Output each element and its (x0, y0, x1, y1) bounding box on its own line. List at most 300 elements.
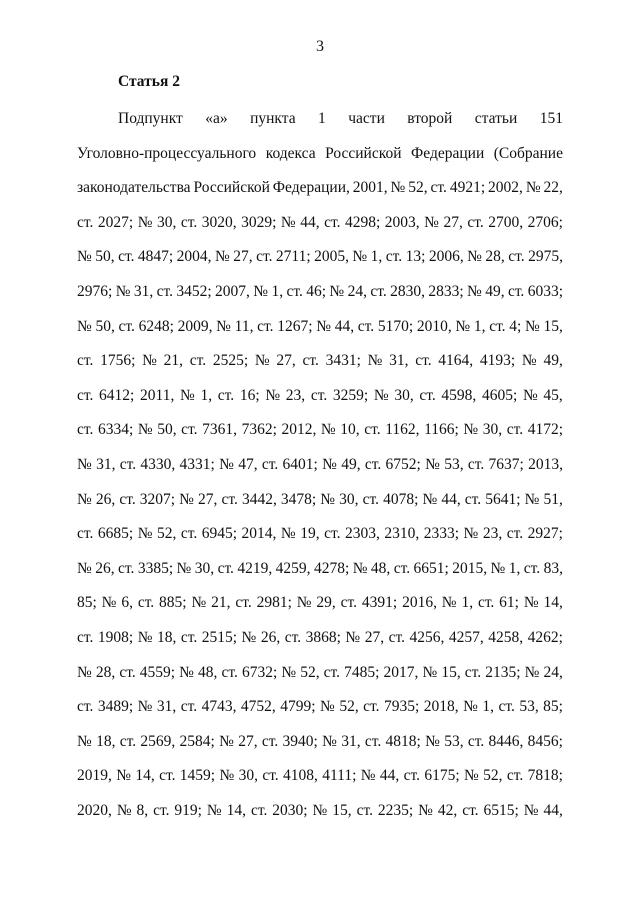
word: ст. (385, 248, 403, 266)
word: 2525; (212, 352, 249, 370)
word: ст. (180, 628, 198, 646)
word: № (180, 386, 195, 404)
word: 1162, (385, 421, 420, 439)
word: № (524, 490, 540, 508)
word: № (525, 179, 541, 197)
word: № (424, 213, 439, 231)
paragraph-line (77, 627, 563, 662)
word: ст. (119, 732, 137, 750)
word: 2011, (140, 386, 175, 404)
word: ст. (77, 352, 94, 370)
word: 7818; (527, 767, 563, 785)
word: 15, (543, 317, 563, 335)
word: № (137, 525, 153, 543)
word: 49, (485, 282, 505, 300)
word: № (441, 594, 457, 612)
word: № (322, 732, 337, 750)
word: 1, (508, 559, 521, 577)
word: 4257, (448, 628, 484, 646)
word: 50, (157, 421, 177, 439)
word: ст. (356, 801, 373, 819)
paragraph-line (77, 212, 563, 247)
word: 4330, (140, 455, 176, 473)
word: 4219, (237, 559, 273, 577)
word: 30, (482, 421, 503, 439)
word: ст. (250, 801, 268, 819)
paragraph-line (77, 419, 563, 454)
word: Подпункт (118, 110, 183, 127)
paragraph-line (77, 143, 563, 178)
paragraph-line (77, 662, 563, 697)
word: 2515; (201, 628, 238, 646)
word: 2981; (256, 594, 292, 612)
word: 26, (260, 628, 281, 646)
word: 3478; (280, 490, 317, 508)
word: 4172; (527, 421, 563, 439)
word: 31, (156, 698, 177, 716)
word: 13; (405, 248, 426, 266)
word: 53, (444, 732, 464, 750)
word: 2927; (527, 525, 563, 543)
word: 47, (238, 455, 258, 473)
paragraph-line (77, 385, 563, 420)
word: 2018, (423, 698, 459, 716)
word: 3259; (332, 386, 369, 404)
word: 1, (482, 698, 495, 716)
word: 15, (332, 801, 352, 819)
word: 4743, (201, 698, 237, 716)
word: № (265, 386, 281, 404)
word: 14, (135, 767, 155, 785)
word: ст. (323, 663, 341, 681)
word: № (455, 317, 471, 335)
word: 2007, (215, 282, 250, 300)
paragraph-line (77, 454, 563, 489)
word: 49, (341, 455, 361, 473)
word: 4847; (137, 248, 174, 266)
word: 5641; (485, 490, 521, 508)
word: № (463, 698, 478, 716)
word: № (216, 317, 231, 335)
word: ст. (118, 317, 135, 335)
word: 2706; (527, 213, 563, 231)
word: № (77, 455, 92, 473)
word: № (241, 628, 257, 646)
word: № (352, 559, 368, 577)
word: № (77, 490, 92, 508)
word: ст. (340, 594, 358, 612)
word: 6, (121, 594, 133, 612)
word: ст. (77, 386, 94, 404)
word: 4331; (179, 455, 215, 473)
word: 15, (441, 663, 461, 681)
word: 6685; (97, 525, 134, 543)
word: 7361, (202, 421, 237, 439)
word: второй (407, 110, 453, 127)
word: ст. (430, 179, 447, 197)
word: 2833; (428, 282, 464, 300)
word: 26, (95, 559, 115, 577)
word: № (77, 732, 92, 750)
word: № (390, 179, 406, 197)
word: ст. (261, 455, 279, 473)
word: 6334; (97, 421, 134, 439)
word: № (322, 455, 337, 473)
word: № (137, 698, 153, 716)
word: ст. (302, 352, 319, 370)
word: 6248; (138, 317, 174, 335)
word: № (521, 352, 537, 370)
word: ст. (159, 767, 176, 785)
word: № (425, 455, 440, 473)
word: № (422, 490, 438, 508)
paragraph-line (77, 489, 563, 524)
word: 151 (539, 110, 563, 127)
word: 30, (194, 559, 215, 577)
paragraph-line (77, 592, 563, 627)
word: 4111; (322, 767, 357, 785)
word: 4262; (527, 628, 563, 646)
word: 3452; (176, 282, 212, 300)
word: ст. (507, 282, 525, 300)
word: Российской (193, 179, 270, 197)
word: ст. (357, 317, 375, 335)
word: № (280, 525, 296, 543)
word: № (115, 282, 131, 300)
word: № (137, 628, 153, 646)
word: 6945; (201, 525, 238, 543)
word: № (101, 594, 117, 612)
word: 1, (461, 594, 474, 612)
word: ст. (370, 282, 387, 300)
word: ст. (257, 317, 274, 335)
word: № (179, 663, 194, 681)
paragraph-line (77, 696, 563, 731)
word: 27, (198, 490, 218, 508)
word: 1, (370, 248, 383, 266)
word: 28, (95, 663, 116, 681)
word: 31, (96, 455, 116, 473)
word: ст. (261, 732, 279, 750)
word: 2333; (423, 525, 460, 543)
word: 52, (339, 698, 359, 716)
word: 52, (300, 663, 320, 681)
word: 2016, (402, 594, 437, 612)
word: 27, (238, 732, 258, 750)
word: № (463, 421, 479, 439)
paragraph-line (77, 246, 563, 281)
word: № (329, 282, 345, 300)
word: 50, (95, 317, 115, 335)
word: № (425, 732, 440, 750)
word: № (373, 386, 389, 404)
word: № (77, 559, 92, 577)
word: 4078; (383, 490, 419, 508)
word: 2020, (77, 801, 112, 819)
word: № (523, 594, 539, 612)
word: 85; (77, 594, 97, 612)
word: 4108, (283, 767, 318, 785)
word: ст. (462, 801, 479, 819)
word: № (116, 801, 132, 819)
word: 28, (485, 248, 505, 266)
word: ст. (506, 421, 524, 439)
word: № (219, 455, 234, 473)
word: ст. (217, 559, 234, 577)
word: 23, (482, 525, 503, 543)
word: 27, (233, 248, 253, 266)
word: № (280, 213, 296, 231)
word: 19, (300, 525, 320, 543)
word: ст. (118, 559, 135, 577)
word: ст. (284, 628, 302, 646)
word: 4258, (488, 628, 524, 646)
word: 2015, (452, 559, 488, 577)
word: 2005, (314, 248, 349, 266)
word: 14, (543, 594, 563, 612)
word: 4921; (449, 179, 486, 197)
word: Российской (325, 144, 402, 162)
paragraph-line (77, 177, 563, 212)
word: 2030; (272, 801, 308, 819)
word: № (320, 698, 335, 716)
word: ст. (364, 455, 382, 473)
word: 4193; (479, 352, 516, 370)
word: 44, (334, 317, 355, 335)
paragraph-line (77, 558, 563, 593)
word: № (116, 767, 132, 785)
word: 2027; (97, 213, 134, 231)
word: ст. (77, 525, 94, 543)
word: 3868; (305, 628, 341, 646)
word: 31, (389, 352, 409, 370)
paragraph-line (77, 765, 563, 800)
word: ст. (77, 421, 94, 439)
word: ст. (310, 386, 328, 404)
word: 85; (543, 698, 563, 716)
word: ст. (286, 282, 303, 300)
word: 1166; (424, 421, 459, 439)
word: № (254, 352, 270, 370)
word: 49, (543, 352, 563, 370)
word: 30, (394, 386, 414, 404)
word: 4598, (441, 386, 477, 404)
word: 48, (370, 559, 391, 577)
word: № (320, 490, 336, 508)
word: 4164, (438, 352, 474, 370)
word: ст. (156, 282, 173, 300)
word: 4799; (280, 698, 316, 716)
word: 4559; (139, 663, 176, 681)
word: № (77, 663, 92, 681)
word: 31, (133, 282, 154, 300)
word: ст. (364, 421, 381, 439)
word: № (316, 317, 332, 335)
word: 45, (543, 386, 563, 404)
word: 24, (347, 282, 367, 300)
word: ст. (364, 732, 382, 750)
word: 4752, (240, 698, 276, 716)
word: 14, (226, 801, 247, 819)
word: 919; (174, 801, 202, 819)
word: № (77, 317, 92, 335)
word: 44, (300, 213, 320, 231)
word: № (523, 801, 539, 819)
paragraph-line (77, 523, 563, 558)
word: 4259, (275, 559, 311, 577)
word: ст. (419, 386, 436, 404)
word: 44, (543, 801, 563, 819)
word: (Собрание (493, 144, 563, 162)
word: ст. (189, 352, 207, 370)
word: ст. (77, 213, 94, 231)
word: № (219, 732, 234, 750)
word: 1908; (97, 628, 134, 646)
word: ст. (498, 698, 515, 716)
paragraph-line (77, 350, 563, 385)
word: 2303, (344, 525, 380, 543)
word: ст. (180, 213, 198, 231)
word: 21, (163, 352, 184, 370)
word: ст. (119, 490, 136, 508)
word: 3029; (241, 213, 277, 231)
word: 2010, (416, 317, 452, 335)
word: 2004, (176, 248, 212, 266)
word: № (137, 421, 153, 439)
word: № (312, 801, 328, 819)
word: 2700, (488, 213, 524, 231)
word: № (176, 559, 192, 577)
word: 3489; (97, 698, 134, 716)
word: 44, (441, 490, 461, 508)
word: 61; (499, 594, 519, 612)
word: № (191, 594, 207, 612)
word: 31, (341, 732, 361, 750)
word: 52, (156, 525, 177, 543)
word: 3431; (325, 352, 361, 370)
word: 8456; (527, 732, 563, 750)
word: 10, (340, 421, 360, 439)
word: 11, (234, 317, 254, 335)
word: 4818; (385, 732, 421, 750)
paragraph-line (77, 800, 563, 835)
word: ст. (324, 213, 341, 231)
word: 885; (159, 594, 187, 612)
word: № (137, 213, 153, 231)
word: № (467, 248, 482, 266)
word: 1, (271, 282, 284, 300)
word: ст. (393, 559, 411, 577)
word: 7637; (488, 455, 524, 473)
word: ст. (77, 698, 94, 716)
word: 50, (95, 248, 115, 266)
word: 16; (239, 386, 260, 404)
word: № (463, 767, 479, 785)
word: 4298; (344, 213, 381, 231)
word: № (296, 594, 312, 612)
word: 2001, (352, 179, 388, 197)
word: ст. (118, 248, 135, 266)
word: 4605; (481, 386, 518, 404)
word: 2013, (528, 455, 563, 473)
word: 27, (364, 628, 385, 646)
word: ст. (262, 767, 279, 785)
word: ст. (415, 352, 432, 370)
word: 2003, (384, 213, 420, 231)
word: ст. (221, 663, 238, 681)
word: 2019, (77, 767, 112, 785)
word: 2002, (488, 179, 523, 197)
word: ст. (324, 525, 341, 543)
word: 2009, (177, 317, 213, 335)
word: 7485; (344, 663, 380, 681)
word: № (345, 628, 361, 646)
word: ст. (508, 248, 525, 266)
word: 3385; (137, 559, 174, 577)
word: 30, (238, 767, 258, 785)
word: 24, (543, 663, 563, 681)
word: 2006, (428, 248, 464, 266)
word: № (367, 352, 383, 370)
word: ст. (217, 386, 235, 404)
word: 6412; (99, 386, 135, 404)
word: 8, (136, 801, 149, 819)
word: 6515; (483, 801, 519, 819)
paragraph-line (77, 731, 563, 766)
word: 53, (444, 455, 464, 473)
word: ст. (489, 317, 506, 335)
word: ст. (477, 594, 495, 612)
word: 7935; (384, 698, 420, 716)
word: № (215, 248, 230, 266)
word: 6033; (527, 282, 563, 300)
word: № (219, 767, 235, 785)
word: ст. (464, 490, 482, 508)
word: 2975, (528, 248, 563, 266)
word: 2584; (179, 732, 215, 750)
word: 4; (509, 317, 522, 335)
word: части (348, 110, 385, 127)
word: № (490, 559, 506, 577)
word: 48, (198, 663, 218, 681)
word: 2310, (384, 525, 420, 543)
word: ст. (363, 698, 380, 716)
word: статьи (474, 110, 518, 127)
word: ст. (77, 628, 94, 646)
word: 2017, (383, 663, 419, 681)
word: 18, (96, 732, 116, 750)
word: Уголовно-процессуального (77, 144, 257, 162)
word: № (253, 282, 269, 300)
word: 1 (318, 110, 326, 127)
word: 1459; (179, 767, 216, 785)
word: 1756; (100, 352, 136, 370)
word: 23, (285, 386, 306, 404)
word: № (179, 490, 194, 508)
article-heading: Статья 2 (118, 73, 180, 90)
paragraph-line (77, 316, 563, 351)
word: 29, (316, 594, 336, 612)
word: 52, (408, 179, 428, 197)
word: 1267; (277, 317, 313, 335)
word: № (522, 386, 538, 404)
word: 2012, (281, 421, 317, 439)
article-body-paragraph (77, 108, 563, 834)
word: 1, (473, 317, 486, 335)
word: ст. (137, 594, 155, 612)
word: 42, (437, 801, 458, 819)
word: 27, (443, 213, 463, 231)
